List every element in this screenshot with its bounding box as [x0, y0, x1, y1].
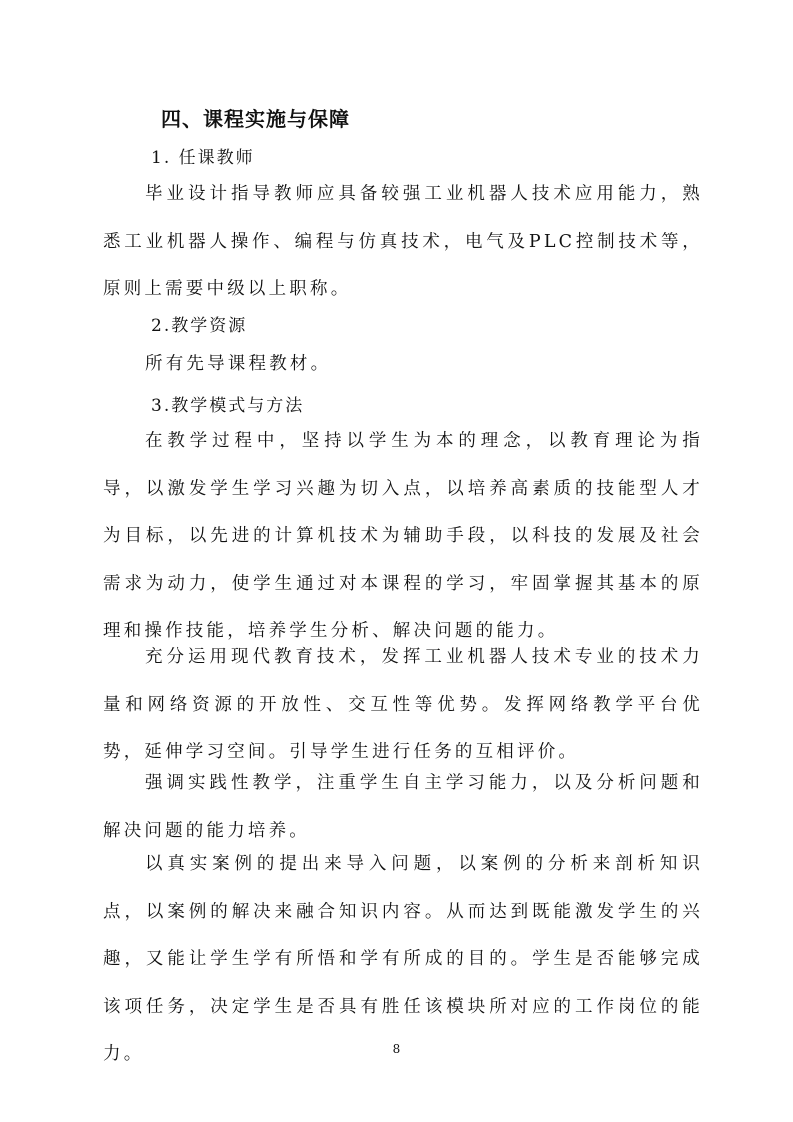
- section-heading: 四、课程实施与保障: [161, 107, 350, 131]
- paragraph-resources: 所有先导课程教材。: [145, 354, 332, 374]
- paragraph-teachers: 毕业设计指导教师应具备较强工业机器人技术应用能力，熟悉工业机器人操作、编程与仿真技术，电气及PLC控制技术等，原则上需要中级以上职称。: [103, 184, 703, 299]
- paragraph-methods-2: 充分运用现代教育技术，发挥工业机器人技术专业的技术力量和网络资源的开放性、交互性等优势。发挥网络教学平台优势，延伸学习空间。引导学生进行任务的互相评价。: [103, 647, 703, 762]
- paragraph-methods-4: 以真实案例的提出来导入问题，以案例的分析来剖析知识点，以案例的解决来融合知识内容。从而达到既能激发学生的兴趣，又能让学生学有所悟和学有所成的目的。学生是否能够完成该项任务，决定学生是否具有胜任该模块所对应的工作岗位的能力。: [103, 854, 703, 1064]
- paragraph-methods-3: 强调实践性教学，注重学生自主学习能力，以及分析问题和解决问题的能力培养。: [103, 773, 703, 841]
- paragraph-methods-1: 在教学过程中，坚持以学生为本的理念，以教育理论为指导，以激发学生学习兴趣为切入点，以培养高素质的技能型人才为目标，以先进的计算机技术为辅助手段，以科技的发展及社会需求为动力，使学生通过对本课程的学习，牢固掌握其基本的原理和操作技能，培养学生分析、解决问题的能力。: [103, 431, 703, 641]
- page-number: 8: [392, 1042, 401, 1056]
- item-title-resources: 2.教学资源: [151, 316, 248, 336]
- item-title-teachers: 1. 任课教师: [151, 148, 255, 168]
- item-title-methods: 3.教学模式与方法: [151, 396, 305, 416]
